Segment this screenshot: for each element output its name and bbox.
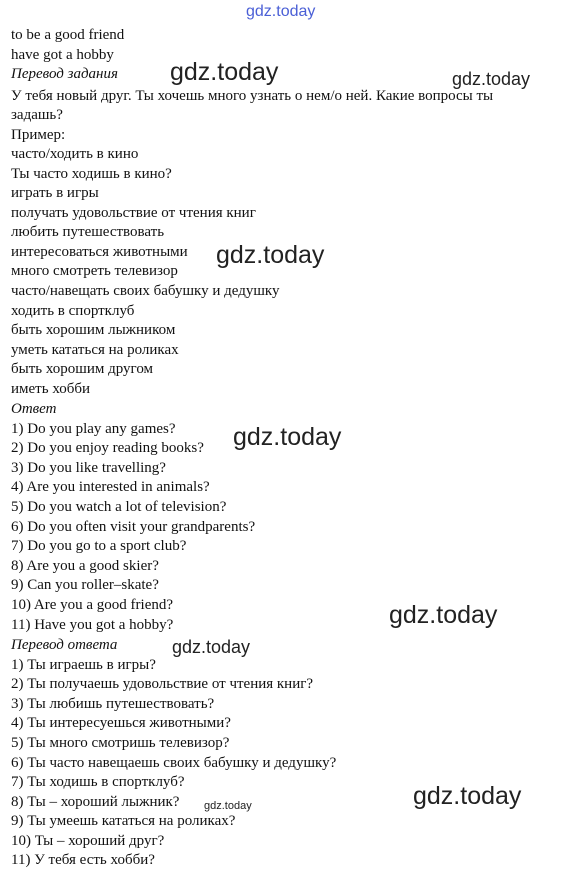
translation-line: 6) Ты часто навещаешь своих бабушку и дедушку?: [11, 755, 337, 771]
answer-line: 9) Can you roller–skate?: [11, 577, 159, 593]
text-line: иметь хобби: [11, 381, 91, 397]
section-heading: Перевод задания: [11, 66, 118, 82]
watermark: gdz.today: [216, 241, 325, 269]
text-line: любить путешествовать: [11, 224, 165, 240]
watermark: gdz.today: [413, 782, 522, 810]
answer-line: 5) Do you watch a lot of television?: [11, 499, 227, 515]
text-line: часто/ходить в кино: [11, 146, 139, 162]
text-line: часто/навещать своих бабушку и дедушку: [11, 283, 280, 299]
answer-line: 3) Do you like travelling?: [11, 460, 166, 476]
translation-line: 7) Ты ходишь в спортклуб?: [11, 774, 185, 790]
translation-line: 4) Ты интересуешься животными?: [11, 715, 231, 731]
watermark: gdz.today: [246, 3, 316, 20]
text-line: to be a good friend: [11, 27, 125, 43]
text-line: У тебя новый друг. Ты хочешь много узнать о нем/о ней. Какие вопросы ты: [11, 88, 494, 104]
translation-line: 3) Ты любишь путешествовать?: [11, 696, 215, 712]
section-heading: Ответ: [11, 401, 57, 417]
watermark: gdz.today: [172, 637, 251, 657]
text-line: получать удовольствие от чтения книг: [11, 205, 256, 221]
text-line: Пример:: [11, 127, 66, 143]
answer-line: 7) Do you go to a sport club?: [11, 538, 187, 554]
translation-line: 11) У тебя есть хобби?: [11, 852, 155, 868]
watermark: gdz.today: [233, 423, 342, 451]
translation-line: 5) Ты много смотришь телевизор?: [11, 735, 230, 751]
text-line: Ты часто ходишь в кино?: [11, 166, 172, 182]
answer-line: 1) Do you play any games?: [11, 421, 176, 437]
translation-line: 10) Ты – хороший друг?: [11, 833, 165, 849]
text-line: играть в игры: [11, 185, 99, 201]
answer-line: 6) Do you often visit your grandparents?: [11, 519, 256, 535]
section-heading: Перевод ответа: [11, 637, 118, 653]
text-line: задашь?: [11, 107, 63, 123]
watermark: gdz.today: [170, 58, 279, 86]
answer-line: 2) Do you enjoy reading books?: [11, 440, 204, 456]
watermark: gdz.today: [389, 601, 498, 629]
text-line: быть хорошим лыжником: [11, 322, 176, 338]
translation-line: 9) Ты умеешь кататься на роликах?: [11, 813, 236, 829]
translation-line: 2) Ты получаешь удовольствие от чтения книг?: [11, 676, 314, 692]
text-line: быть хорошим другом: [11, 361, 154, 377]
text-line: have got a hobby: [11, 47, 114, 63]
translation-line: 1) Ты играешь в игры?: [11, 657, 156, 673]
text-line: уметь кататься на роликах: [11, 342, 179, 358]
answer-line: 11) Have you got a hobby?: [11, 617, 174, 633]
answer-line: 8) Are you a good skier?: [11, 558, 159, 574]
answer-line: 4) Are you interested in animals?: [11, 479, 210, 495]
translation-line: 8) Ты – хороший лыжник?: [11, 794, 180, 810]
text-line: много смотреть телевизор: [11, 263, 178, 279]
text-line: ходить в спортклуб: [11, 303, 135, 319]
watermark: gdz.today: [204, 800, 252, 812]
text-line: интересоваться животными: [11, 244, 188, 260]
answer-line: 10) Are you a good friend?: [11, 597, 174, 613]
watermark: gdz.today: [452, 69, 531, 89]
